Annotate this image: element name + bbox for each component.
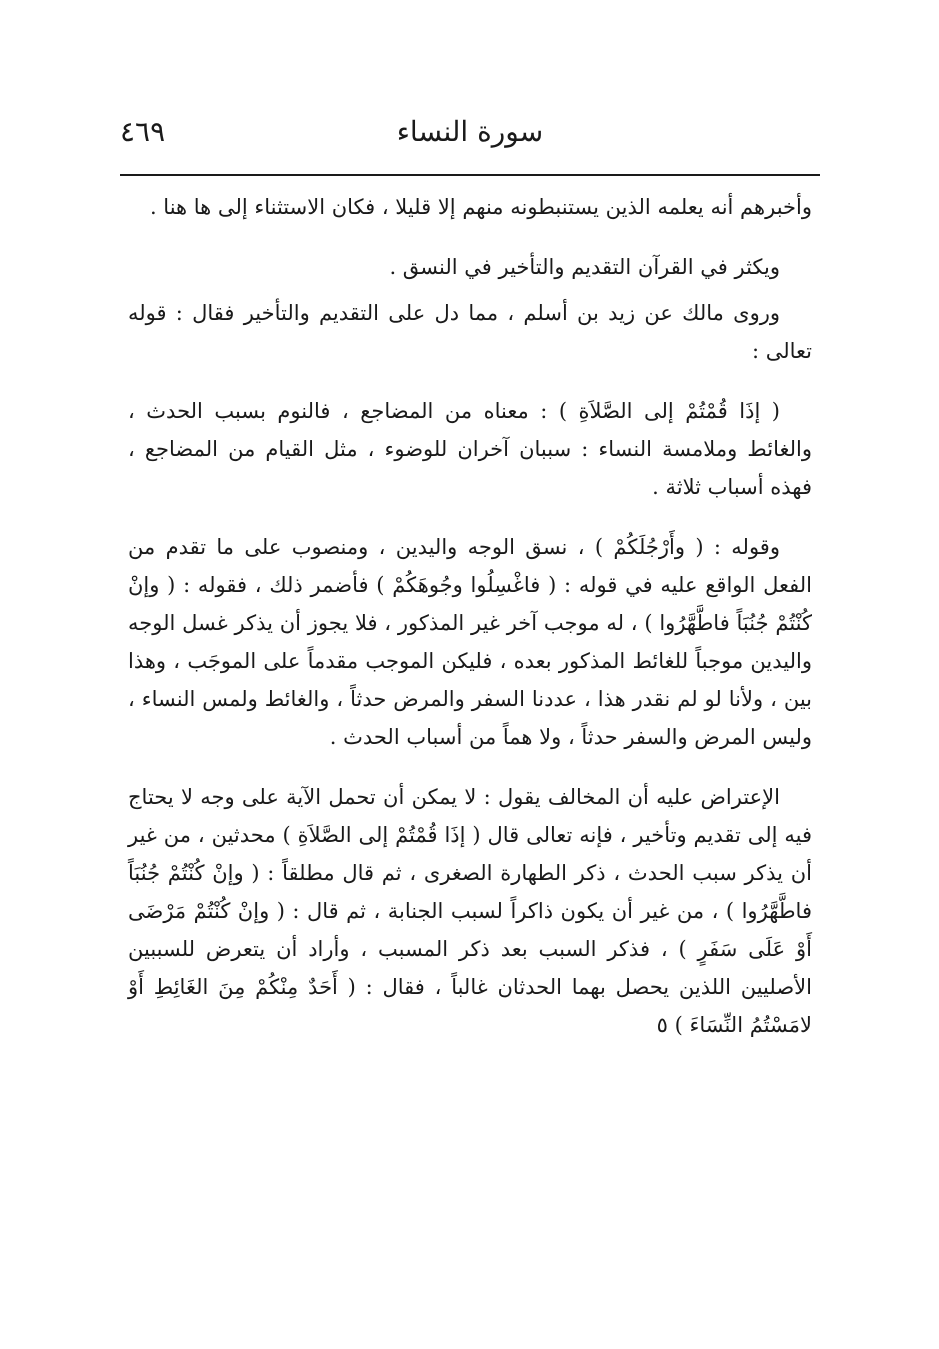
paragraph: وقوله : ( وأَرْجُلَكُمْ ) ، نسق الوجه واليدين ، ومنصوب على ما تقدم من الفعل الواقع عليه في قوله : ( فاغْسِلُوا وجُوهَكُمْ ) فأضمر ذلك ، فقوله : ( وإنْ كُنْتُمْ جُنُبَاً فاطَّهَّرُوا ) ، له موجب آخر غير المذكور ، فلا يجوز أن يذكر غسل الوجه واليدين موجباً للغائط المذكور بعده ، فليكن الموجب مقدماً على الموجَب ، وهذا بين ، ولأنا لو لم نقدر هذا ، عددنا السفر والمرض حدثاً ، والغائط ولمس النساء ، وليس المرض والسفر حدثاً ، ولا هماً من أسباب الحدث .	[128, 535, 812, 749]
paragraph: وروى مالك عن زيد بن أسلم ، مما دل على التقديم والتأخير فقال : قوله تعالى :	[128, 301, 812, 363]
paragraph: ويكثر في القرآن التقديم والتأخير في النسق .	[389, 255, 780, 279]
paragraph: الإعتراض عليه أن المخالف يقول : لا يمكن أن تحمل الآية على وجه لا يحتاج فيه إلى تقديم وتأخير ، فإنه تعالى قال ( إذَا قُمْتُمْ إلى الصَّلاَةِ ) محدثين ، من غير أن يذكر سبب الحدث ، ذكر الطهارة الصغرى ، ثم قال مطلقاً : ( وإنْ كُنْتُمْ جُنُبَاً فاطَّهَّرُوا ) ، من غير أن يكون ذاكراً لسبب الجنابة ، ثم قال : ( وإنْ كُنْتُمْ مَرْضَى أَوْ عَلَى سَفَرٍ ) ، فذكر السبب بعد ذكر المسبب ، وأراد أن يتعرض للسببين الأصليين اللذين يحصل بهما الحدثان غالباً ، فقال : ( أَحَدٌ مِنْكُمْ مِنَ الغَائِطِ أَوْ لامَسْتُمُ النِّسَاءَ ) ٥	[128, 785, 812, 1037]
header-rule	[120, 174, 820, 176]
running-title: سورة النساء	[396, 115, 544, 148]
page-number: ٤٦٩	[120, 115, 166, 148]
body-text	[128, 188, 812, 1044]
paragraph: ( إذَا قُمْتُمْ إلى الصَّلاَةِ ) : معناه من المضاجع ، فالنوم بسبب الحدث ، والغائط وملامسة النساء : سببان آخران للوضوء ، مثل القيام من المضاجع ، فهذه أسباب ثلاثة .	[128, 399, 812, 499]
paragraph: وأخبرهم أنه يعلمه الذين يستنبطونه منهم إلا قليلا ، فكان الاستثناء إلى ها هنا .	[149, 195, 812, 219]
page-header	[120, 112, 820, 162]
